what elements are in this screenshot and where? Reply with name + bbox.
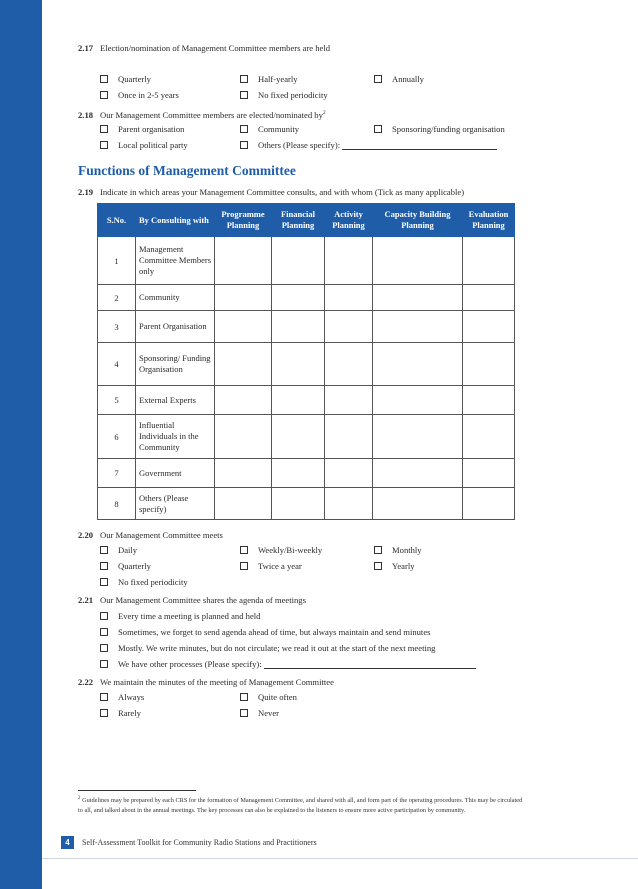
option-label: Community <box>258 124 300 134</box>
table-row <box>98 488 515 520</box>
sno-cell: 7 <box>98 459 136 488</box>
sno-cell: 4 <box>98 343 136 386</box>
checkbox[interactable] <box>100 693 108 701</box>
question-number: 2.20 <box>78 530 94 540</box>
checkbox[interactable] <box>100 75 108 83</box>
footer-title: Self-Assessment Toolkit for Community Radio Stations and Practitioners <box>82 838 317 847</box>
option-label: Rarely <box>118 708 141 718</box>
checkbox[interactable] <box>100 125 108 133</box>
option-sometimes[interactable] <box>100 627 430 637</box>
section-title: Functions of Management Committee <box>78 163 296 178</box>
column-header: By Consulting with <box>136 204 215 237</box>
tick-cell[interactable] <box>325 285 373 311</box>
question-text: Election/nomination of Management Committee members are held <box>100 43 331 53</box>
option-label: We have other processes (Please specify): <box>118 659 262 669</box>
checkbox[interactable] <box>100 141 108 149</box>
footnote-marker: 2 <box>78 796 81 801</box>
question-2-21 <box>78 595 306 605</box>
question-2-19 <box>78 187 464 197</box>
consultation-table <box>97 203 515 520</box>
option-label: Quite often <box>258 692 297 702</box>
option-every-time[interactable] <box>100 611 260 621</box>
option-once-2-5-years[interactable] <box>100 90 179 100</box>
tick-cell[interactable] <box>325 386 373 415</box>
checkbox[interactable] <box>240 141 248 149</box>
option-rarely[interactable] <box>100 708 141 718</box>
table-row <box>98 237 515 285</box>
tick-cell[interactable] <box>215 488 272 520</box>
option-community[interactable] <box>240 124 299 134</box>
checkbox[interactable] <box>240 75 248 83</box>
tick-cell[interactable] <box>272 343 325 386</box>
option-label: Others (Please specify): <box>258 140 341 150</box>
option-label: Half-yearly <box>258 74 298 84</box>
option-half-yearly[interactable] <box>240 74 298 84</box>
question-2-18 <box>78 108 326 120</box>
table-row <box>98 415 515 459</box>
footer-divider <box>42 858 638 859</box>
option-daily[interactable] <box>100 545 137 555</box>
option-label: Parent organisation <box>118 124 185 134</box>
question-number: 2.18 <box>78 109 94 120</box>
tick-cell[interactable] <box>215 415 272 459</box>
page-number: 4 <box>61 836 74 849</box>
checkbox[interactable] <box>240 91 248 99</box>
tick-cell[interactable] <box>325 459 373 488</box>
option-parent-organisation[interactable] <box>100 124 184 134</box>
column-header: S.No. <box>98 204 136 237</box>
option-label: No fixed periodicity <box>258 90 328 100</box>
question-text: Indicate in which areas your Management Committee consults, and with whom (Tick as many applicable) <box>100 187 465 197</box>
option-no-fixed-periodicity[interactable] <box>240 90 328 100</box>
option-other-processes[interactable] <box>100 659 476 669</box>
consult-label-cell: Sponsoring/ Funding Organisation <box>136 343 215 386</box>
consult-label-cell: Parent Organisation <box>136 311 215 343</box>
option-no-fixed-periodicity[interactable] <box>100 577 188 587</box>
question-number: 2.17 <box>78 43 94 53</box>
table-row <box>98 459 515 488</box>
question-2-22 <box>78 677 334 687</box>
tick-cell[interactable] <box>325 343 373 386</box>
option-monthly[interactable] <box>374 545 422 555</box>
tick-cell[interactable] <box>373 415 463 459</box>
tick-cell[interactable] <box>272 311 325 343</box>
tick-cell[interactable] <box>373 386 463 415</box>
column-header: Capacity Building Planning <box>373 204 463 237</box>
checkbox[interactable] <box>100 562 108 570</box>
option-yearly[interactable] <box>374 561 415 571</box>
sno-cell: 8 <box>98 488 136 520</box>
question-text: Our Management Committee members are elected/nominated by <box>100 109 323 120</box>
option-sponsoring-funding[interactable] <box>374 124 505 134</box>
tick-cell[interactable] <box>373 311 463 343</box>
tick-cell[interactable] <box>325 237 373 285</box>
checkbox[interactable] <box>100 578 108 586</box>
question-number: 2.21 <box>78 595 94 605</box>
question-2-17 <box>78 43 330 53</box>
checkbox[interactable] <box>100 644 108 652</box>
tick-cell[interactable] <box>215 459 272 488</box>
tick-cell[interactable] <box>215 311 272 343</box>
column-header: Financial Planning <box>272 204 325 237</box>
tick-cell[interactable] <box>272 237 325 285</box>
option-label: Annually <box>392 74 424 84</box>
footnote <box>78 794 528 816</box>
consult-label-cell: External Experts <box>136 386 215 415</box>
column-header: Evaluation Planning <box>463 204 515 237</box>
option-label: Every time a meeting is planned and held <box>118 611 261 621</box>
question-number: 2.19 <box>78 187 94 197</box>
table-header-row <box>98 204 515 237</box>
tick-cell[interactable] <box>215 237 272 285</box>
tick-cell[interactable] <box>463 311 515 343</box>
tick-cell[interactable] <box>325 488 373 520</box>
table-row <box>98 311 515 343</box>
checkbox[interactable] <box>240 693 248 701</box>
tick-cell[interactable] <box>215 285 272 311</box>
question-number: 2.22 <box>78 677 94 687</box>
tick-cell[interactable] <box>325 311 373 343</box>
checkbox[interactable] <box>240 562 248 570</box>
specify-line[interactable] <box>342 140 497 150</box>
option-annually[interactable] <box>374 74 424 84</box>
consult-label-cell: Influential Individuals in the Community <box>136 415 215 459</box>
option-quarterly[interactable] <box>100 561 151 571</box>
footnote-text: Guidelines may be prepared by each CRS for the formation of Management Committee, and shared with all, and form part of the operating procedures. This may be circulated to all, and talked about in the annual meetings. The key processes can also be explained to the listeners to ensure more active participation by community. <box>78 797 523 815</box>
question-2-20 <box>78 530 223 540</box>
column-header: Programme Planning <box>215 204 272 237</box>
option-label: Quarterly <box>118 561 151 571</box>
tick-cell[interactable] <box>325 415 373 459</box>
option-label: Local political party <box>118 140 188 150</box>
option-label: Once in 2-5 years <box>118 90 179 100</box>
tick-cell[interactable] <box>463 488 515 520</box>
option-twice-a-year[interactable] <box>240 561 302 571</box>
tick-cell[interactable] <box>373 488 463 520</box>
checkbox[interactable] <box>100 612 108 620</box>
tick-cell[interactable] <box>272 386 325 415</box>
option-never[interactable] <box>240 708 279 718</box>
table-row <box>98 343 515 386</box>
tick-cell[interactable] <box>373 285 463 311</box>
specify-line[interactable] <box>264 659 476 669</box>
sno-cell: 5 <box>98 386 136 415</box>
option-label: Yearly <box>392 561 415 571</box>
tick-cell[interactable] <box>463 386 515 415</box>
option-label: Daily <box>118 545 138 555</box>
tick-cell[interactable] <box>373 237 463 285</box>
sno-cell: 6 <box>98 415 136 459</box>
option-label: Mostly. We write minutes, but do not circulate; we read it out at the start of the next meeting <box>118 643 436 653</box>
tick-cell[interactable] <box>215 343 272 386</box>
checkbox[interactable] <box>374 562 382 570</box>
option-label: No fixed periodicity <box>118 577 188 587</box>
column-header: Activity Planning <box>325 204 373 237</box>
option-label: Sometimes, we forget to send agenda ahead of time, but always maintain and send minutes <box>118 627 431 637</box>
checkbox[interactable] <box>374 125 382 133</box>
tick-cell[interactable] <box>463 415 515 459</box>
tick-cell[interactable] <box>272 285 325 311</box>
checkbox[interactable] <box>374 546 382 554</box>
tick-cell[interactable] <box>463 459 515 488</box>
option-local-political-party[interactable] <box>100 140 188 150</box>
checkbox[interactable] <box>374 75 382 83</box>
tick-cell[interactable] <box>272 415 325 459</box>
sno-cell: 1 <box>98 237 136 285</box>
option-label: Twice a year <box>258 561 302 571</box>
checkbox[interactable] <box>100 91 108 99</box>
page-sidebar-band <box>0 0 42 889</box>
option-label: Weekly/Bi-weekly <box>258 545 323 555</box>
option-label: Never <box>258 708 279 718</box>
option-label: Always <box>118 692 145 702</box>
consult-label-cell: Community <box>136 285 215 311</box>
table-row <box>98 386 515 415</box>
option-label: Monthly <box>392 545 422 555</box>
question-text: Our Management Committee meets <box>100 530 223 540</box>
option-weekly[interactable] <box>240 545 322 555</box>
consult-label-cell: Others (Please specify) <box>136 488 215 520</box>
option-label: Sponsoring/funding organisation <box>392 124 505 134</box>
option-quarterly[interactable] <box>100 74 151 84</box>
sno-cell: 2 <box>98 285 136 311</box>
table-row <box>98 285 515 311</box>
consult-label-cell: Government <box>136 459 215 488</box>
option-mostly[interactable] <box>100 643 435 653</box>
tick-cell[interactable] <box>463 285 515 311</box>
tick-cell[interactable] <box>463 237 515 285</box>
consult-label-cell: Management Committee Members only <box>136 237 215 285</box>
checkbox[interactable] <box>100 709 108 717</box>
footnote-divider <box>78 790 196 791</box>
option-quite-often[interactable] <box>240 692 297 702</box>
checkbox[interactable] <box>240 709 248 717</box>
option-always[interactable] <box>100 692 144 702</box>
tick-cell[interactable] <box>215 386 272 415</box>
tick-cell[interactable] <box>463 343 515 386</box>
tick-cell[interactable] <box>272 459 325 488</box>
sno-cell: 3 <box>98 311 136 343</box>
question-text: We maintain the minutes of the meeting of Management Committee <box>100 677 334 687</box>
option-others-specify[interactable] <box>240 140 497 150</box>
tick-cell[interactable] <box>272 488 325 520</box>
checkbox[interactable] <box>240 125 248 133</box>
footnote-ref: 2 <box>322 110 326 116</box>
checkbox[interactable] <box>100 628 108 636</box>
tick-cell[interactable] <box>373 343 463 386</box>
question-text: Our Management Committee shares the agenda of meetings <box>100 595 306 605</box>
option-label: Quarterly <box>118 74 151 84</box>
checkbox[interactable] <box>100 660 108 668</box>
checkbox[interactable] <box>100 546 108 554</box>
tick-cell[interactable] <box>373 459 463 488</box>
checkbox[interactable] <box>240 546 248 554</box>
